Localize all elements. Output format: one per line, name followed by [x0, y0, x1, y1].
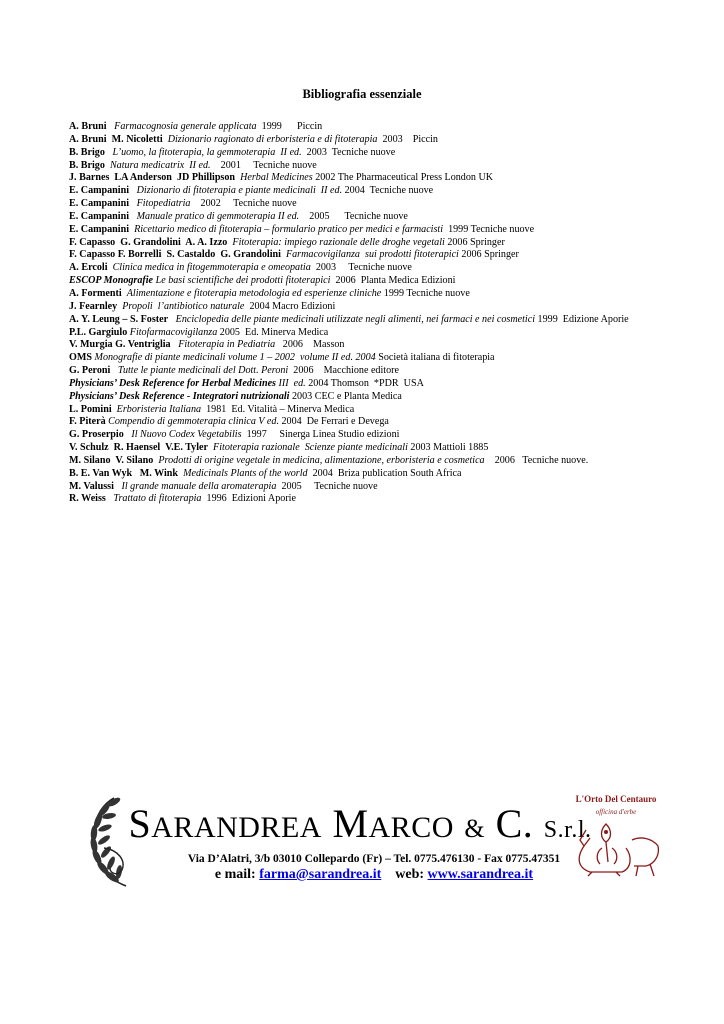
entry-details: 2004 Macro Edizioni	[244, 300, 336, 312]
bibliography-entry	[69, 391, 709, 404]
entry-details	[129, 185, 137, 196]
entry-title: Fitopediatria	[136, 198, 191, 210]
bibliography-entry	[69, 442, 709, 455]
bibliography-entry	[69, 237, 709, 250]
entry-details: 2003 Tecniche nuove	[310, 262, 412, 274]
entry-details: 1999 Piccin	[256, 121, 323, 132]
entry-details: 2005 Tecniche nuove	[276, 480, 378, 492]
entry-title: Farmacognosia generale applicata	[114, 121, 257, 132]
entry-details: 1999 Tecniche nuove	[443, 223, 535, 235]
entry-details	[129, 211, 137, 222]
entry-author: B. Brigo	[69, 159, 105, 171]
entry-title: Prodotti di origine vegetale in medicina, alimentazione, erboristeria e cosmetica	[158, 454, 485, 466]
entry-details: 2004 De Ferrari e Devega	[278, 416, 389, 428]
bibliography-entry	[69, 493, 709, 506]
entry-title: Herbal Medicines	[240, 172, 313, 184]
entry-title: Fitoterapia razionale Scienze piante medicinali	[213, 442, 408, 454]
entry-title: Erboristeria Italiana	[116, 403, 202, 415]
bibliography-entry	[69, 301, 709, 314]
entry-author: A. Y. Leung – S. Foster	[69, 313, 169, 325]
entry-author: A. Formenti	[69, 287, 122, 299]
entry-author: OMS	[69, 352, 92, 364]
entry-title: Farmacovigilanza sui prodotti fitoterapici	[285, 249, 459, 261]
entry-details: 2006 Springer	[444, 236, 505, 248]
entry-author: F. Capasso F. Borrelli S. Castaldo G. Grandolini	[69, 249, 281, 261]
bibliography-entry	[69, 455, 709, 468]
entry-title: Fitoterapia in Pediatria	[178, 339, 276, 351]
entry-author: V. Murgia G. Ventriglia	[69, 339, 171, 351]
entry-author: V. Schulz R. Haensel V.E. Tyler	[69, 442, 208, 454]
entry-author: M. Valussi	[69, 480, 114, 492]
entry-title: Fitofarmacovigilanza	[129, 326, 218, 338]
entry-author: ESCOP Monografie	[69, 275, 154, 287]
entry-details: 2004 Tecniche nuove	[342, 185, 434, 197]
entry-details: 2005 Tecniche nuove	[299, 210, 408, 222]
bibliography-entry	[69, 198, 709, 211]
entry-title: Tutte le piante medicinali del Dott. Peroni	[117, 365, 289, 377]
logo-subtitle: officina d'erbe	[595, 808, 637, 816]
entry-author: J. Barnes LA Anderson JD Phillipson	[69, 172, 236, 184]
entry-author: A. Bruni	[69, 121, 107, 132]
entry-details: 2001 Tecniche nuove	[210, 159, 317, 171]
entry-author: A. Bruni M. Nicoletti	[69, 133, 163, 145]
entry-author: Physicians’ Desk Reference for Herbal Medicines	[69, 377, 276, 389]
page-title: Bibliografia essenziale	[302, 87, 422, 101]
entry-author: P.L. Gargiulo	[69, 326, 128, 338]
bibliography-entry	[69, 134, 709, 147]
bibliography-entry	[69, 224, 709, 237]
entry-author: F. Capasso G. Grandolini A. A. Izzo	[69, 236, 228, 248]
entry-details: 2004 Briza publication South Africa	[307, 467, 462, 479]
entry-title: Monografie di piante medicinali volume 1 – 2002 volume II ed. 2004	[94, 352, 376, 364]
entry-author: M. Silano V. Silano	[69, 454, 154, 466]
bibliography-entry	[69, 416, 709, 429]
entry-title: Natura medicatrix II ed.	[109, 159, 211, 171]
entry-author: B. Brigo	[69, 146, 105, 158]
centaur-logo-icon	[566, 816, 666, 878]
entry-details: 2006 Tecniche nuove.	[484, 454, 589, 466]
entry-details: 2005 Ed. Minerva Medica	[217, 326, 329, 338]
email-link[interactable]: farma@sarandrea.it	[259, 867, 382, 882]
company-name: SARANDREA MARCO & C. S.r.l.	[128, 801, 592, 846]
entry-details: 2006 Planta Medica Edizioni	[330, 275, 456, 287]
entry-title: Manuale pratico di gemmoterapia II ed.	[136, 210, 300, 222]
entry-details: 2003 Piccin	[377, 133, 438, 145]
entry-author: G. Proserpio	[69, 429, 124, 441]
entry-author: E. Campanini	[69, 210, 130, 222]
entry-details: 2006 Masson	[275, 339, 345, 351]
entry-details: 2003 CEC e Planta Medica	[289, 390, 402, 402]
entry-details: 2006 Macchione editore	[288, 365, 399, 377]
entry-title: III ed.	[278, 377, 306, 389]
entry-title: Medicinals Plants of the world	[183, 467, 308, 479]
email-label: e mail:	[214, 867, 256, 882]
web-label: web:	[395, 867, 425, 882]
bibliography-entry	[69, 160, 709, 173]
bibliography-entry	[69, 147, 709, 160]
entry-details: 1997 Sinerga Linea Studio edizioni	[241, 429, 400, 441]
web-link[interactable]: www.sarandrea.it	[427, 867, 534, 882]
entry-title: Alimentazione e fitoterapia metodologia ed esperienze cliniche	[126, 287, 382, 299]
entry-details	[168, 314, 176, 325]
entry-title: Clinica medica in fitogemmoterapia e omeopatia	[112, 262, 311, 274]
entry-details: 1996 Edizioni Aporie	[201, 493, 296, 505]
entry-details: 1981 Ed. Vitalità – Minerva Medica	[201, 403, 355, 415]
entry-title: Compendio di gemmoterapia clinica V ed.	[108, 416, 279, 428]
entry-title: Il grande manuale della aromaterapia	[121, 480, 277, 492]
bibliography-entry	[69, 185, 709, 198]
entry-details: 2004 Thomson *PDR USA	[305, 377, 424, 389]
bibliography-entry	[69, 481, 709, 494]
bibliography-entry	[69, 314, 709, 327]
entry-title: Enciclopedia delle piante medicinali utilizzate negli alimenti, nei farmaci e nei cosmetici	[175, 313, 536, 325]
bibliography-entry	[69, 352, 709, 365]
entry-title: Propoli l’antibiotico naturale	[122, 300, 245, 312]
entry-title: Trattato di fitoterapia	[113, 493, 202, 505]
entry-title: L’uomo, la fitoterapia, la gemmoterapia II ed.	[112, 146, 302, 158]
bibliography-entry	[69, 327, 709, 340]
entry-author: B. E. Van Wyk M. Wink	[69, 467, 179, 479]
bibliography-entry	[69, 211, 709, 224]
bibliography-list	[69, 121, 709, 506]
bibliography-entry	[69, 172, 709, 185]
entry-title: Il Nuovo Codex Vegetabilis	[131, 429, 242, 441]
entry-details: Società italiana di fitoterapia	[375, 352, 495, 364]
bibliography-entry	[69, 468, 709, 481]
bibliography-entry	[69, 262, 709, 275]
entry-author: E. Campanini	[69, 185, 130, 197]
entry-author: G. Peroni	[69, 365, 111, 377]
entry-details: 2002 The Pharmaceutical Press London UK	[312, 172, 494, 184]
bibliography-entry	[69, 378, 709, 391]
centaur-logo	[566, 794, 666, 884]
entry-details: 1999 Edizione Aporie	[535, 313, 629, 325]
entry-details: 2006 Springer	[458, 249, 519, 261]
bibliography-entry	[69, 288, 709, 301]
bibliography-entry	[69, 275, 709, 288]
entry-title: Ricettario medico di fitoterapia – formulario pratico per medici e farmacisti	[134, 223, 444, 235]
entry-author: J. Fearnley	[69, 300, 118, 312]
bibliography-entry	[69, 404, 709, 417]
entry-details: 2003 Mattioli 1885	[407, 442, 489, 454]
entry-author: R. Weiss	[69, 493, 106, 505]
bibliography-entry	[69, 121, 709, 134]
bibliography-entry	[69, 249, 709, 262]
entry-author: E. Campanini	[69, 198, 130, 210]
entry-author: F. Piterà	[69, 416, 106, 428]
entry-title: Fitoterapia: impiego razionale delle droghe vegetali	[232, 236, 445, 248]
entry-details: 2003 Tecniche nuove	[301, 146, 396, 158]
entry-details: 1999 Tecniche nuove	[381, 287, 470, 299]
entry-title: Dizionario di fitoterapia e piante medicinali II ed.	[136, 185, 343, 197]
entry-title: Dizionario ragionato di erboristeria e di fitoterapia	[167, 133, 378, 145]
entry-details: 2002 Tecniche nuove	[190, 198, 297, 210]
entry-author: L. Pomini	[69, 403, 112, 415]
entry-details	[110, 365, 118, 376]
bibliography-entry	[69, 429, 709, 442]
entry-author: A. Ercoli	[69, 262, 108, 274]
entry-title: Le basi scientifiche dei prodotti fitoterapici	[155, 275, 331, 287]
entry-author: Physicians’ Desk Reference - Integratori nutrizionali	[69, 390, 290, 402]
logo-title: L'Orto Del Centauro	[575, 794, 657, 804]
company-address: Via D’Alatri, 3/b 03010 Collepardo (Fr) – Tel. 0775.476130 - Fax 0775.47351	[187, 853, 561, 865]
bibliography-entry	[69, 365, 709, 378]
bibliography-entry	[69, 339, 709, 352]
entry-author: E. Campanini	[69, 223, 130, 235]
entry-details	[129, 198, 137, 209]
